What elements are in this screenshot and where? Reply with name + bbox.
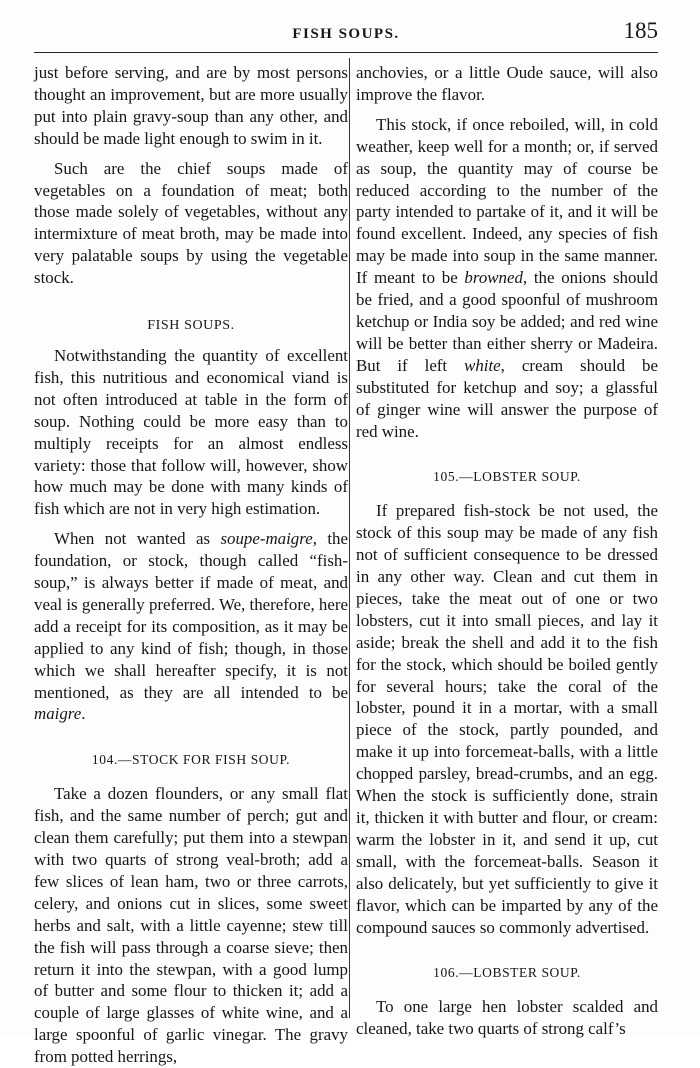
text-run: When not wanted as <box>54 529 221 549</box>
recipe-text-104: Take a dozen flounders, or any small flat fish, and the same number of perch; gut and clean them carefully; put them into a stewpan with two quarts of strong veal-broth; add a few slices of lean ham, two or three carrots, celery, and onions cut in slices, some sweet herbs and salt, with a little cayenne; stew till the fish will pass through a coarse sieve; then return it into the stewpan, with a good lump of butter and some flour to thicken it; add a couple of large glasses of white wine, and a large spoonful of garlic vinegar. The gravy from potted herrings, <box>34 784 348 1067</box>
recipe-heading-106: 106.—LOBSTER SOUP. <box>433 965 581 981</box>
text-run: . <box>81 704 86 724</box>
italic-browned: browned <box>464 268 523 288</box>
column-divider <box>349 58 350 1018</box>
italic-soupe-maigre: soupe-maigre <box>220 529 313 549</box>
italic-maigre: maigre <box>34 704 82 724</box>
paragraph-fish-intro: Notwithstanding the quantity of excellent fish, this nutritious and economical viand is not often introduced at table in the form of soup. Nothing could be more easy than to multiply receipts for an almost endless variety: those that follow will, however, show how much may be done with many kinds of fish which are not in very high estimation. <box>34 345 348 519</box>
recipe-text-106: To one large hen lobster scalded and cleaned, take two quarts of strong calf’s <box>356 997 658 1039</box>
header-rule <box>34 52 658 53</box>
recipe-heading-104: 104.—STOCK FOR FISH SOUP. <box>91 752 291 768</box>
text-run: , the onions should be fried, and a good spoonful of mushroom ketchup or India soy be added; and red wine will be better than either sherry or Madeira. But if left <box>356 268 658 375</box>
section-heading-fish-soups: FISH SOUPS. <box>147 318 235 334</box>
paragraph-soupe-maigre <box>34 528 348 725</box>
recipe-heading-105: 105.—LOBSTER SOUP. <box>433 469 581 485</box>
paragraph-vegetable-soups: Such are the chief soups made of vegetables on a foundation of meat; both those made solely of vegetables, without any intermixture of meat broth, may be made into very palatable soups by using the vegetable stock. <box>34 158 348 288</box>
paragraph-continued: just before serving, and are by most persons thought an improvement, but are more usually put into plain gravy-soup than any other, and should be made light enough to swim in it. <box>34 63 348 148</box>
recipe-text-105: If prepared fish-stock be not used, the stock of this soup may be made of any fish not of sufficient consequence to be dressed in any other way. Clean and cut them in pieces, take the meat out of one or two lobsters, cut it into small pieces, and lay it aside; break the shell and add it to the fish for the stock, which should be boiled gently for several hours; take the coral of the lobster, pound it in a mortar, with a small piece of the stock, partly pounded, and make it up into forcemeat-balls, with a little chopped parsley, bread-crumbs, and an egg. When the stock is sufficiently done, strain it, thicken it with butter and flour, or cream: warm the lobster in it, and send it up, cut small, with the forcemeat-balls. Season it also delicately, but yet sufficiently to give it flavor, which can be imparted by any of the compound sauces so commonly advertised. <box>356 501 658 937</box>
right-column <box>356 62 658 1040</box>
italic-white: white <box>464 355 501 375</box>
page-number: 185 <box>623 18 658 43</box>
text-run: , the foundation, or stock, though called “fish-soup,” is always better if made of meat, and veal is generally preferred. We, therefore, here add a receipt for its composition, as it may be applied to any kind of fish; though, in those which we shall hereafter specify, it is not mentioned, as they are all intended to be <box>34 529 348 702</box>
paragraph-continued-104: anchovies, or a little Oude sauce, will also improve the flavor. <box>356 63 658 104</box>
running-head: FISH SOUPS. <box>292 26 400 42</box>
paragraph-stock-keeping <box>356 114 658 443</box>
left-column <box>34 62 348 1068</box>
text-run: , cream should be substituted for ketchup and soy; a glassful of ginger wine will answer the purpose of red wine. <box>356 355 658 441</box>
page-header <box>34 14 658 48</box>
text-run: This stock, if once reboiled, will, in cold weather, keep well for a month; or, if served as soup, the quantity may of course be reduced according to the number of the party intended to partake of it, and it will be found excellent. Indeed, any species of fish may be made into soup in the same manner. If meant to be <box>356 114 658 288</box>
